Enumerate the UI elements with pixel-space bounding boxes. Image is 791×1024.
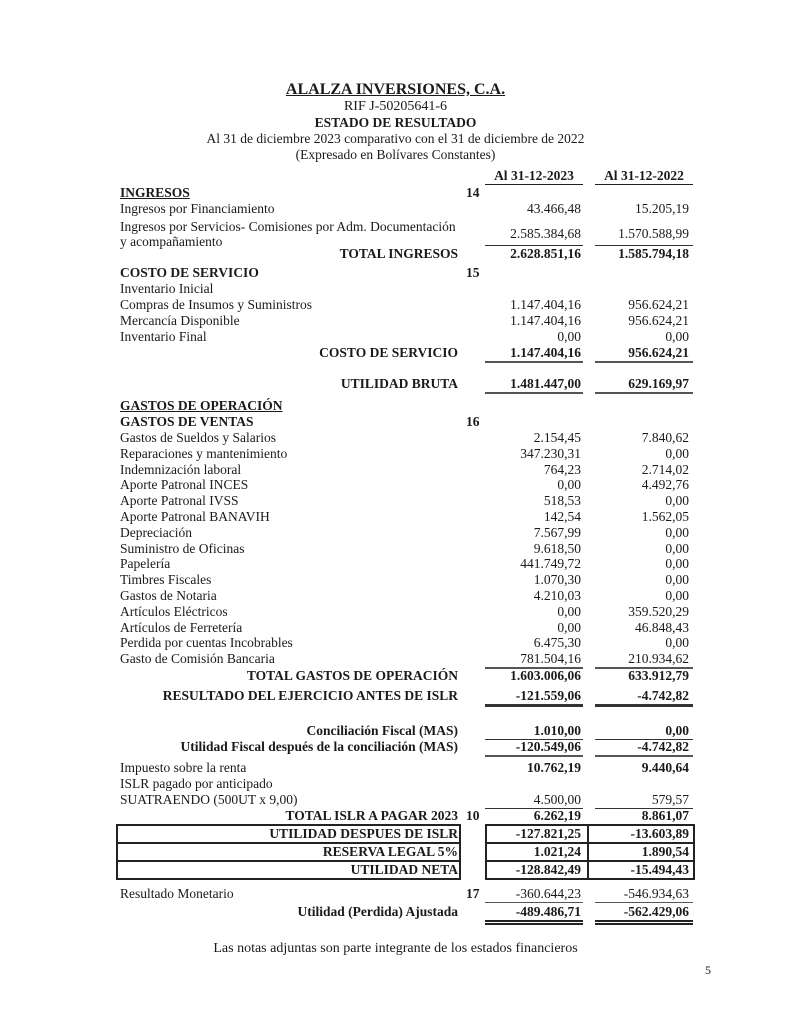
value-2023: 6.475,30 <box>533 635 581 651</box>
row-label: RESULTADO DEL EJERCICIO ANTES DE ISLR <box>162 688 458 703</box>
column-header-2023: Al 31-12-2023 <box>494 168 574 183</box>
value-2023: 7.567,99 <box>533 524 581 540</box>
table-row <box>0 572 791 588</box>
row-label: UTILIDAD NETA <box>350 862 458 877</box>
footer-note: Las notas adjuntas son parte integrante de los estados financieros <box>213 941 578 956</box>
value-2023: 1.147.404,16 <box>510 313 581 328</box>
summary-row <box>0 826 791 842</box>
value-2023: 347.230,31 <box>520 445 581 461</box>
value-2022: 1.585.794,18 <box>618 246 689 261</box>
table-row <box>0 509 791 525</box>
row-label: Inventario Final <box>120 329 207 344</box>
double-rule <box>485 923 583 925</box>
table-row <box>0 651 791 667</box>
double-rule <box>485 704 583 707</box>
table-row <box>0 329 791 345</box>
value-2023: 764,23 <box>543 461 581 477</box>
value-2023: 441.749,72 <box>520 556 581 572</box>
row-label: Inventario Inicial <box>120 281 214 296</box>
statement-currency: (Expresado en Bolívares Constantes) <box>295 147 496 162</box>
value-2022: 0,00 <box>665 556 689 572</box>
row-label: Aporte Patronal INCES <box>120 477 249 493</box>
table-row <box>0 430 791 446</box>
impuesto-row <box>0 760 791 776</box>
table-row <box>0 493 791 509</box>
value-2022: -546.934,63 <box>623 886 689 901</box>
suatraendo-row <box>0 792 791 808</box>
islr-anticipado-row <box>0 776 791 792</box>
row-label: RESERVA LEGAL 5% <box>322 844 458 859</box>
row-label: Mercancía Disponible <box>120 313 240 328</box>
row-label: UTILIDAD DESPUES DE ISLR <box>269 826 458 841</box>
total-rule <box>485 755 583 757</box>
conciliacion-row <box>0 723 791 739</box>
value-2023: 10.762,19 <box>527 760 581 775</box>
table-row <box>0 620 791 636</box>
column-header-2022: Al 31-12-2022 <box>604 168 684 183</box>
value-2023: -127.821,25 <box>515 826 581 841</box>
value-2022: -15.494,43 <box>630 862 689 877</box>
value-2022: -4.742,82 <box>637 739 689 754</box>
double-rule <box>595 704 693 707</box>
table-row <box>0 313 791 329</box>
total-islr-row <box>0 808 791 824</box>
section-heading-ingresos <box>0 185 791 201</box>
summary-row <box>0 844 791 860</box>
double-rule <box>595 920 693 922</box>
double-rule <box>485 920 583 922</box>
row-label: Resultado Monetario <box>120 886 234 901</box>
row-label: TOTAL INGRESOS <box>339 246 458 261</box>
row-label: Artículos de Ferretería <box>120 619 243 635</box>
table-row <box>0 281 791 297</box>
table-row <box>0 525 791 541</box>
value-2022: 1.562,05 <box>641 509 689 524</box>
value-2023: 0,00 <box>557 619 581 635</box>
value-2022: 1.570.588,99 <box>618 226 689 241</box>
value-2023: 1.010,00 <box>533 723 581 738</box>
company-name: ALALZA INVERSIONES, C.A. <box>285 81 506 98</box>
value-2022: -4.742,82 <box>637 688 689 703</box>
total-rule <box>485 361 583 363</box>
double-rule <box>595 923 693 925</box>
value-2023: 1.481.447,00 <box>510 376 581 391</box>
value-2023: 2.628.851,16 <box>510 246 581 261</box>
value-2022: 9.440,64 <box>641 760 689 775</box>
row-label: TOTAL ISLR A PAGAR 2023 <box>285 808 458 823</box>
value-2022: 359.520,29 <box>628 603 689 619</box>
company-rif: RIF J-50205641-6 <box>343 99 448 114</box>
value-2022: -562.429,06 <box>623 904 689 919</box>
value-2023: -128.842,49 <box>515 862 581 877</box>
value-2022: 629.169,97 <box>628 376 689 391</box>
value-2022: 46.848,43 <box>635 619 689 635</box>
value-2023: -121.559,06 <box>515 688 581 703</box>
note-ref: 17 <box>466 886 480 901</box>
value-2022: 0,00 <box>665 329 689 344</box>
value-2023: 1.147.404,16 <box>510 297 581 312</box>
value-2023: 1.147.404,16 <box>510 345 581 360</box>
row-label: Gastos de Notaria <box>120 588 217 603</box>
value-2023: -120.549,06 <box>515 739 581 754</box>
table-row <box>0 201 791 217</box>
value-2023: 6.262,19 <box>533 808 581 823</box>
section-title: GASTOS DE OPERACIÓN <box>120 398 283 413</box>
subsection-heading-gastos-ventas <box>0 414 791 430</box>
value-2023: -489.486,71 <box>515 904 581 919</box>
row-label: Aporte Patronal BANAVIH <box>120 509 270 524</box>
value-2022: 956.624,21 <box>628 313 689 328</box>
note-ref: 14 <box>466 185 480 200</box>
value-2023: -360.644,23 <box>515 886 581 901</box>
row-label: Depreciación <box>120 524 192 540</box>
row-label: Utilidad Fiscal después de la conciliación (MAS) <box>180 739 458 754</box>
value-2022: 956.624,21 <box>628 345 689 360</box>
utilidad-ajustada-row <box>0 904 791 920</box>
table-row <box>0 588 791 604</box>
total-rule <box>485 392 583 394</box>
row-label: COSTO DE SERVICIO <box>319 345 458 360</box>
row-label: Timbres Fiscales <box>120 572 212 588</box>
value-2022: -13.603,89 <box>630 826 689 841</box>
total-row <box>0 246 791 262</box>
value-2023: 4.500,00 <box>533 792 581 807</box>
value-2023: 0,00 <box>557 329 581 344</box>
value-2022: 0,00 <box>665 588 689 603</box>
value-2023: 1.021,24 <box>533 844 581 859</box>
table-row <box>0 556 791 572</box>
row-label: TOTAL GASTOS DE OPERACIÓN <box>246 668 458 683</box>
row-label: Conciliación Fiscal (MAS) <box>306 723 458 738</box>
value-2022: 633.912,79 <box>628 668 689 683</box>
table-row <box>0 219 791 249</box>
value-2022: 2.714,02 <box>641 461 689 477</box>
value-2023: 518,53 <box>543 493 581 509</box>
row-label: Reparaciones y mantenimiento <box>120 445 288 461</box>
value-2022: 579,57 <box>651 792 689 807</box>
value-2022: 0,00 <box>665 524 689 540</box>
value-2023: 1.070,30 <box>533 572 581 588</box>
row-label: Compras de Insumos y Suministros <box>120 297 313 312</box>
total-row <box>0 345 791 361</box>
value-2022: 4.492,76 <box>641 477 689 493</box>
note-ref: 15 <box>466 265 480 280</box>
resultado-antes-islr-row <box>0 688 791 704</box>
table-row <box>0 477 791 493</box>
value-2023: 1.603.006,06 <box>510 668 581 683</box>
total-row <box>0 668 791 684</box>
value-2023: 2.154,45 <box>533 430 581 445</box>
value-2022: 0,00 <box>665 572 689 588</box>
value-2022: 0,00 <box>665 635 689 651</box>
statement-period: Al 31 de diciembre 2023 comparativo con el 31 de diciembre de 2022 <box>206 131 585 146</box>
subtotal-rule <box>485 902 583 903</box>
total-rule <box>595 755 693 757</box>
value-2023: 2.585.384,68 <box>510 226 581 241</box>
statement-title: ESTADO DE RESULTADO <box>314 115 477 130</box>
value-2023: 142,54 <box>543 509 581 524</box>
subsection-title: GASTOS DE VENTAS <box>120 414 254 429</box>
value-2023: 0,00 <box>557 477 581 493</box>
row-label: Artículos Eléctricos <box>120 603 228 619</box>
value-2023: 4.210,03 <box>533 588 581 603</box>
page-number: 5 <box>705 963 711 977</box>
value-2023: 9.618,50 <box>533 540 581 556</box>
row-label: Gastos de Sueldos y Salarios <box>120 430 276 445</box>
section-heading-gastos <box>0 398 791 414</box>
row-label: Indemnización laboral <box>120 461 242 477</box>
value-2023: 43.466,48 <box>527 201 581 216</box>
section-title: INGRESOS <box>120 185 190 200</box>
utilidad-bruta-row <box>0 376 791 392</box>
section-heading-costo <box>0 265 791 281</box>
table-row <box>0 462 791 478</box>
row-label: UTILIDAD BRUTA <box>340 376 458 391</box>
value-2022: 0,00 <box>665 445 689 461</box>
row-label: Ingresos por Servicios- Comisiones por Adm. Documentación y acompañamiento <box>120 219 456 249</box>
row-label: ISLR pagado por anticipado <box>120 776 273 791</box>
value-2022: 0,00 <box>665 540 689 556</box>
summary-row <box>0 862 791 878</box>
table-row <box>0 604 791 620</box>
note-ref: 10 <box>466 808 480 823</box>
total-rule <box>595 361 693 363</box>
value-2022: 7.840,62 <box>641 430 689 445</box>
row-label: Ingresos por Financiamiento <box>120 201 275 216</box>
utilidad-fiscal-row <box>0 739 791 755</box>
value-2022: 1.890,54 <box>641 844 689 859</box>
row-label: Suministro de Oficinas <box>120 540 245 556</box>
value-2022: 8.861,07 <box>641 808 689 823</box>
table-row <box>0 541 791 557</box>
row-label: Utilidad (Perdida) Ajustada <box>297 904 458 919</box>
row-label: SUATRAENDO (500UT x 9,00) <box>120 792 298 807</box>
subtotal-rule <box>595 902 693 903</box>
value-2022: 956.624,21 <box>628 297 689 312</box>
note-ref: 16 <box>466 414 480 429</box>
section-title: COSTO DE SERVICIO <box>120 265 259 280</box>
row-label: Perdida por cuentas Incobrables <box>120 635 293 651</box>
total-rule <box>595 392 693 394</box>
row-label: Impuesto sobre la renta <box>120 760 247 775</box>
row-label: Gasto de Comisión Bancaria <box>120 651 275 667</box>
value-2023: 781.504,16 <box>520 651 581 667</box>
table-row <box>0 446 791 462</box>
table-row <box>0 297 791 313</box>
value-2022: 0,00 <box>665 723 689 738</box>
row-label: Papelería <box>120 556 171 572</box>
value-2022: 0,00 <box>665 493 689 509</box>
resultado-monetario-row <box>0 886 791 902</box>
value-2023: 0,00 <box>557 603 581 619</box>
value-2022: 15.205,19 <box>635 201 689 216</box>
value-2022: 210.934,62 <box>628 651 689 667</box>
row-label: Aporte Patronal IVSS <box>120 493 239 509</box>
table-row <box>0 635 791 651</box>
